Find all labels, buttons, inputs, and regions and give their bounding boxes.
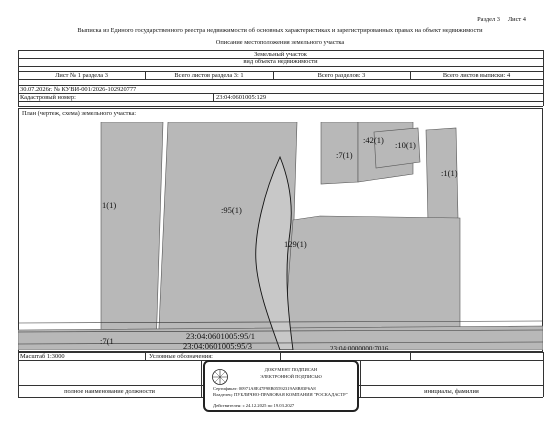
section-page-label: Раздел 3: [477, 16, 500, 23]
total-sheets-extract: Всего листов выписки: 4: [442, 72, 511, 79]
document-title: Выписка из Единого государственного реестра недвижимости об основных характеристиках и зарегистрированных правах на объект недвижимости: [77, 27, 483, 34]
label-42: :42(1): [363, 135, 384, 145]
label-95: :95(1): [221, 205, 242, 215]
label-parcel-cut: 23:04:0000000:7016: [330, 345, 389, 350]
plan-caption: План (чертеж, схема) земельного участка:: [22, 110, 137, 117]
label-1: 1(1): [102, 200, 117, 210]
stamp-line-2: ЭЛЕКТРОННОЙ ПОДПИСЬЮ: [260, 374, 322, 379]
legend-label: Условные обозначения:: [149, 353, 213, 360]
map-scale: Масштаб 1:3000: [20, 353, 65, 360]
total-sheets-section: Всего листов раздела 3: 1: [174, 72, 244, 79]
label-parcel-95-1: 23:04:0601005:95/1: [186, 331, 255, 341]
cadastral-map: [18, 122, 543, 350]
electronic-signature-stamp: [203, 360, 359, 412]
total-sections: Всего разделов: 3: [317, 72, 366, 79]
label-7-bottom-left: :7(1: [100, 336, 114, 346]
label-7: :7(1): [336, 150, 353, 160]
object-type: Земельный участок: [254, 51, 307, 58]
document-subtitle: Описание местоположения земельного участка: [215, 39, 345, 46]
sheet-label: Лист 4: [507, 16, 526, 23]
label-129: 129(1): [284, 239, 307, 249]
object-subtype: вид объекта недвижимости: [243, 58, 318, 65]
sheet-number: Лист № 1 раздела 3: [55, 72, 108, 79]
label-parcel-95-3: 23:04:0601005:95/3: [183, 341, 252, 350]
stamp-owner: Владелец: ПУБЛИЧНО-ПРАВОВАЯ КОМПАНИЯ "РОСКАДАСТР": [213, 392, 348, 397]
cadastral-number-value: 23:04:0601005:129: [216, 94, 267, 101]
cadastral-map-svg: [18, 122, 543, 350]
stamp-validity: Действителен: с 24.12.2025 по 19.03.2027: [213, 403, 295, 408]
stamp-line-1: ДОКУМЕНТ ПОДПИСАН: [264, 367, 318, 372]
extract-date-number: 30.07.2026г. № КУВИ-001/2026-102920777: [20, 86, 137, 93]
signature-name-label: инициалы, фамилия: [424, 388, 479, 395]
stamp-certificate: Сертификат: 00971A8E47F98B05592319A8B83F6A8: [213, 386, 316, 391]
cadastral-number-label: Кадастровый номер:: [20, 94, 76, 101]
label-10: :10(1): [395, 140, 416, 150]
position-label: полное наименование должности: [64, 388, 155, 395]
parcel-left-strip: [101, 122, 163, 350]
label-1-right: :1(1): [441, 168, 458, 178]
